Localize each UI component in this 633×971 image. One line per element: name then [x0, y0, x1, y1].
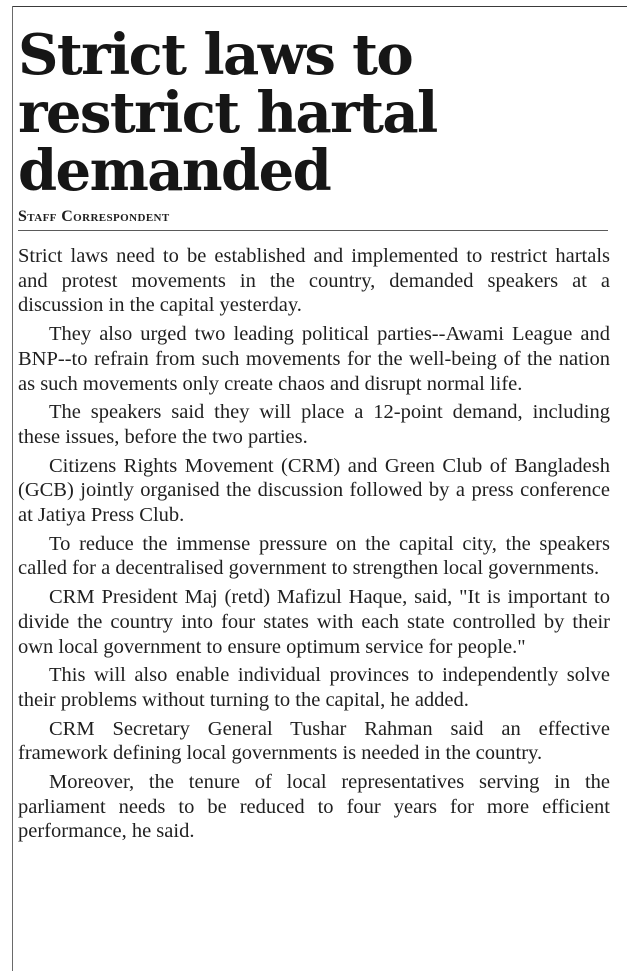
- paragraph: CRM Secretary General Tushar Rahman said an effective framework defining local governments is needed in the country.: [18, 717, 610, 765]
- paragraph: To reduce the immense pressure on the capital city, the speakers called for a decentralised government to strengthen local governments.: [18, 532, 610, 580]
- headline: Strict laws to restrict hartal demanded: [18, 22, 437, 204]
- paragraph: CRM President Maj (retd) Mafizul Haque, said, "It is important to divide the country into four states with each state controlled by their own local government to ensure optimum service for people.": [18, 586, 610, 658]
- article-body: [18, 244, 610, 844]
- top-rule: [12, 6, 627, 7]
- paragraph: The speakers said they will place a 12-point demand, including these issues, before the two parties.: [18, 401, 610, 448]
- paragraph: Moreover, the tenure of local representatives serving in the parliament needs to be reduced to four years for more efficient performance, he said.: [18, 771, 610, 843]
- paragraph: Citizens Rights Movement (CRM) and Green Club of Bangladesh (GCB) jointly organised the discussion followed by a press conference at Jatiya Press Club.: [18, 454, 610, 527]
- byline: Staff Correspondent: [18, 208, 608, 231]
- paragraph: They also urged two leading political parties--Awami League and BNP--to refrain from such movements for the well-being of the nation as such movements only create chaos and disrupt normal life.: [18, 323, 610, 395]
- paragraph: Strict laws need to be established and implemented to restrict hartals and protest movements in the country, demanded speakers at a discussion in the capital yesterday.: [18, 245, 610, 317]
- paragraph: This will also enable individual provinces to independently solve their problems without turning to the capital, he added.: [18, 664, 610, 711]
- news-article: [18, 22, 610, 848]
- column-rule: [12, 6, 13, 971]
